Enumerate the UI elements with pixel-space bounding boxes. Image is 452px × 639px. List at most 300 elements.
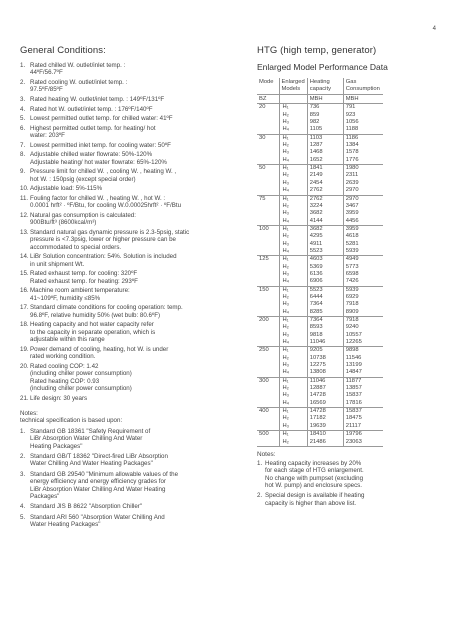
table-row [257,142,383,149]
model-cell: H₁ [279,286,307,294]
model-cell: H₂ [279,142,307,149]
heating-cell: 1287 [307,142,343,149]
mode-cell: 125 [257,256,279,264]
item-text: Standard GB 29540 "Minimum allowable values of the energy efficiency and energy efficiency grades for LiBr Absorption Water Chilling And Water Heating Packages" [30,470,179,501]
heating-cell: 5523 [307,286,343,294]
header-gas: Gas Consumption [343,78,383,94]
gas-cell: 923 [343,112,383,119]
mode-cell [257,271,279,278]
gas-cell: 791 [343,104,383,112]
item-number: 7. [20,141,26,149]
unit-gas: MBH [343,94,383,104]
model-cell: H₂ [279,294,307,301]
model-cell: H₁ [279,225,307,233]
heating-cell: 19639 [307,423,343,431]
item-number: 4. [20,503,26,511]
heating-cell: 4295 [307,233,343,240]
table-row [257,400,383,408]
gas-cell: 7426 [343,278,383,286]
table-row [257,241,383,248]
heating-cell: 5523 [307,248,343,256]
table-row [257,210,383,217]
table-row [257,278,383,286]
model-cell: H₃ [279,180,307,187]
gas-cell: 11877 [343,377,383,385]
gas-cell: 2970 [343,187,383,195]
heating-cell: 4144 [307,218,343,226]
model-cell: H₁ [279,347,307,355]
heating-cell: 10738 [307,355,343,362]
standard-note-item [20,514,220,529]
standard-note-item [20,428,220,450]
item-text: Adjustable load: 5%-115% [30,185,103,193]
mode-cell: 500 [257,431,279,439]
standards-notes-list [20,428,220,529]
mode-cell [257,423,279,431]
item-text: Machine room ambient temperature: 41~109ºF, humidity ≤85% [30,287,130,302]
item-text: Rated cooling W. outlet/inlet temp. : 97.5ºF/85ºF [30,79,128,94]
mode-cell: 30 [257,134,279,142]
table-row [257,172,383,179]
general-conditions-column [20,45,220,532]
mode-cell [257,415,279,422]
model-cell: H₄ [279,278,307,286]
heating-cell: 4911 [307,241,343,248]
table-row [257,225,383,233]
mode-cell [257,339,279,347]
model-cell: H₄ [279,126,307,134]
table-row [257,256,383,264]
mode-cell [257,355,279,362]
right-notes-list [257,460,437,507]
table-body [257,104,383,446]
item-number: 20. [20,362,29,370]
item-text: Adjustable chilled water flowrate: 50%-120% Adjustable heating/ hot water flowrate: 65%-120% [30,151,167,166]
heating-cell: 982 [307,119,343,126]
condition-item [20,195,220,210]
heating-cell: 2149 [307,172,343,179]
unit-model: BZ [257,94,279,104]
model-cell: H₂ [279,355,307,362]
item-text: Standard natural gas dynamic pressure is 2.3-5psig, static pressure is <7.3psig, lower or higher pressure can be accommodated to special orders. [30,228,190,251]
item-number: 19. [20,345,29,353]
table-row [257,119,383,126]
condition-item [20,321,220,343]
model-cell: H₄ [279,248,307,256]
item-number: 18. [20,321,29,329]
item-number: 2. [20,453,26,461]
header-models: Enlarged Models [279,78,307,94]
model-cell: H₃ [279,271,307,278]
item-text: LiBr Solution concentration: 54%. Solution is included in unit shipment Wt. [30,253,177,268]
table-row [257,317,383,325]
model-cell: H₂ [279,112,307,119]
table-row [257,385,383,392]
heating-cell: 13808 [307,369,343,377]
table-row [257,408,383,416]
notes-title: Notes: [20,410,38,417]
model-cell: H₁ [279,431,307,439]
item-text: Power demand of cooling, heating, hot W. is under rated working condition. [30,345,169,361]
heating-cell: 8285 [307,309,343,317]
model-cell: H₄ [279,369,307,377]
model-cell: H₃ [279,210,307,217]
model-cell: H₂ [279,233,307,240]
heating-cell: 4603 [307,256,343,264]
heating-cell: 736 [307,104,343,112]
model-cell: H₁ [279,317,307,325]
heating-cell: 1103 [307,134,343,142]
heating-cell: 16569 [307,400,343,408]
table-row [257,294,383,301]
table-row [257,134,383,142]
model-cell: H₃ [279,241,307,248]
item-text: Standard GB 18361 "Safety Requirement of LiBr Absorption Water Chilling And Water Heating Packages" [30,427,151,450]
model-cell: H₂ [279,172,307,179]
model-cell: H₁ [279,256,307,264]
model-cell: H₂ [279,324,307,331]
condition-item [20,346,220,361]
item-number: 1. [20,427,26,435]
condition-item [20,151,220,166]
table-row [257,439,383,447]
model-cell: H₄ [279,400,307,408]
gas-cell: 1188 [343,126,383,134]
model-cell: H₄ [279,309,307,317]
gas-cell: 5773 [343,264,383,271]
model-cell: H₁ [279,165,307,173]
table-row [257,355,383,362]
heating-cell: 3224 [307,203,343,210]
mode-cell [257,392,279,399]
table-header-row [257,78,383,94]
item-number: 11. [20,194,29,202]
table-row [257,180,383,187]
table-row [257,431,383,439]
table-row [257,218,383,226]
gas-cell: 7918 [343,317,383,325]
item-number: 21. [20,394,29,402]
mode-cell [257,157,279,165]
condition-item [20,212,220,227]
mode-cell: 150 [257,286,279,294]
gas-cell: 2970 [343,195,383,203]
mode-cell [257,172,279,179]
table-row [257,347,383,355]
item-text: Highest permitted outlet temp. for heating/ hot water: 203ºF [30,124,156,140]
item-text: Rated chilled W. outlet/inlet temp. : 44ºF/56.7ºF [30,62,126,77]
mode-cell: 20 [257,104,279,112]
model-cell: H₄ [279,218,307,226]
mode-cell [257,439,279,447]
heating-cell: 11046 [307,339,343,347]
table-row [257,165,383,173]
table-row [257,415,383,422]
item-number: 9. [20,168,26,176]
heating-cell: 2762 [307,195,343,203]
gas-cell: 4949 [343,256,383,264]
table-row [257,187,383,195]
heating-cell: 14728 [307,392,343,399]
item-number: 3. [20,96,26,103]
gas-cell: 9898 [343,347,383,355]
gas-cell: 17816 [343,400,383,408]
gas-cell: 12265 [343,339,383,347]
condition-item [20,79,220,94]
gas-cell: 11546 [343,355,383,362]
gas-cell: 19796 [343,431,383,439]
item-text: Rated cooling COP: 1.42 (including chiller power consumption) Rated heating COP: 0.93 (including chiller power consumption) [30,362,132,392]
item-number: 8. [20,151,26,159]
condition-item [20,106,220,113]
table-row [257,369,383,377]
model-cell: H₃ [279,423,307,431]
table-row [257,377,383,385]
heating-cell: 12887 [307,385,343,392]
gas-cell: 2639 [343,180,383,187]
performance-note-item [257,492,437,507]
item-number: 5. [20,115,26,123]
item-number: 13. [20,228,29,236]
item-number: 10. [20,185,29,193]
condition-item [20,142,220,149]
gas-cell: 3959 [343,210,383,217]
table-unit-row [257,94,383,104]
header-heating: Heating capacity [307,78,343,94]
item-text: Lowest permitted outlet temp. for chilled water: 41ºF [30,115,173,123]
mode-cell [257,203,279,210]
heating-cell: 6136 [307,271,343,278]
mode-cell [257,180,279,187]
mode-cell [257,248,279,256]
mode-cell [257,278,279,286]
model-cell: H₁ [279,195,307,203]
table-row [257,157,383,165]
model-cell: H₂ [279,439,307,447]
mode-cell: 75 [257,195,279,203]
standard-note-item [20,503,220,510]
condition-item [20,185,220,192]
notes-subtitle: technical specification is based upon: [20,417,123,425]
performance-data-column [257,45,437,510]
model-cell: H₂ [279,385,307,392]
gas-cell: 7918 [343,301,383,308]
table-row [257,301,383,308]
item-text: Rated hot W. outlet/inlet temp. : 176ºF/140ºF [30,105,153,113]
gas-cell: 4618 [343,233,383,240]
condition-item [20,363,220,393]
item-number: 12. [20,211,29,219]
item-text: Standard JIS B 8622 "Absorption Chiller" [30,503,143,511]
gas-cell: 1578 [343,149,383,156]
table-row [257,286,383,294]
heating-cell: 12275 [307,362,343,369]
heating-cell: 11046 [307,377,343,385]
gas-cell: 5939 [343,248,383,256]
standard-note-item [20,453,220,468]
table-row [257,126,383,134]
gas-cell: 18475 [343,415,383,422]
mode-cell [257,233,279,240]
condition-item [20,115,220,122]
item-text: Natural gas consumption is calculated: 900Btu/ft³ (8600kcal/m³) [30,211,136,227]
model-cell: H₁ [279,104,307,112]
performance-subtitle: Enlarged Model Performance Data [257,62,388,72]
item-text: Heating capacity increases by 20% for each stage of HTG enlargement. No change with pumpset (excluding hot W. pump) and enclosure specs. [265,459,364,490]
gas-cell: 13199 [343,362,383,369]
item-number: 17. [20,304,29,312]
condition-item [20,62,220,77]
mode-cell [257,400,279,408]
condition-item [20,253,220,268]
gas-cell: 1056 [343,119,383,126]
gas-cell: 5939 [343,286,383,294]
mode-cell: 50 [257,165,279,173]
condition-item [20,96,220,103]
heating-cell: 7364 [307,317,343,325]
item-text: Lowest permitted inlet temp. for cooling water: 50ºF [30,141,171,149]
condition-item [20,125,220,140]
model-cell: H₁ [279,377,307,385]
table-row [257,104,383,112]
item-number: 2. [20,79,26,86]
condition-item [20,168,220,183]
model-cell: H₄ [279,157,307,165]
heating-cell: 5369 [307,264,343,271]
table-row [257,112,383,119]
gas-cell: 15837 [343,408,383,416]
heating-cell: 1841 [307,165,343,173]
heating-cell: 2762 [307,187,343,195]
table-row [257,195,383,203]
table-row [257,339,383,347]
gas-cell: 14847 [343,369,383,377]
item-number: 3. [20,470,26,478]
mode-cell [257,294,279,301]
mode-cell [257,369,279,377]
gas-cell: 1186 [343,134,383,142]
model-cell: H₁ [279,408,307,416]
heating-cell: 9818 [307,332,343,339]
table-row [257,392,383,399]
item-number: 5. [20,513,26,521]
mode-cell [257,112,279,119]
gas-cell: 15837 [343,392,383,399]
heating-cell: 859 [307,112,343,119]
gas-cell: 21117 [343,423,383,431]
model-cell: H₃ [279,149,307,156]
htg-title: HTG (high temp, generator) [257,45,377,56]
heating-cell: 3682 [307,210,343,217]
mode-cell [257,218,279,226]
mode-cell: 400 [257,408,279,416]
heating-cell: 1652 [307,157,343,165]
right-notes-title: Notes: [257,450,276,458]
model-cell: H₄ [279,187,307,195]
mode-cell: 250 [257,347,279,355]
item-text: Special design is available if heating capacity is higher than above list. [265,492,365,507]
table-row [257,362,383,369]
conditions-list [20,62,220,402]
model-cell: H₂ [279,415,307,422]
heating-cell: 1105 [307,126,343,134]
table-row [257,248,383,256]
gas-cell: 1776 [343,157,383,165]
item-number: 1. [257,459,263,467]
page-number: 4 [432,26,436,32]
table-row [257,203,383,210]
heating-cell: 21486 [307,439,343,447]
mode-cell [257,142,279,149]
mode-cell [257,309,279,317]
heating-cell: 6906 [307,278,343,286]
item-text: Fouling factor for chilled W. , heating W. , hot W. : 0.0001 hrft² · ºF/Btu, for cooling W.0.00025hrft² · ºF/Btu [30,194,182,210]
heating-cell: 2454 [307,180,343,187]
heating-cell: 3682 [307,225,343,233]
model-cell: H₃ [279,119,307,126]
item-number: 16. [20,287,29,295]
gas-cell: 3959 [343,225,383,233]
gas-cell: 9240 [343,324,383,331]
heating-cell: 8593 [307,324,343,331]
unit-blank [279,94,307,104]
item-text: Heating capacity and hot water capacity refer to the capacity in separate operation, which is adjustable within this range [30,321,156,344]
mode-cell [257,362,279,369]
mode-cell: 100 [257,225,279,233]
model-cell: H₃ [279,332,307,339]
item-number: 14. [20,253,29,261]
table-row [257,423,383,431]
model-cell: H₂ [279,203,307,210]
item-text: Standard ARI 560 "Absorption Water Chilling And Water Heating Packages" [30,513,165,529]
item-number: 15. [20,270,29,278]
mode-cell [257,241,279,248]
heating-cell: 1468 [307,149,343,156]
heating-cell: 7364 [307,301,343,308]
performance-note-item [257,460,437,490]
condition-item [20,395,220,402]
gas-cell: 6929 [343,294,383,301]
condition-item [20,287,220,302]
gas-cell: 6598 [343,271,383,278]
model-cell: H₃ [279,362,307,369]
heating-cell: 6444 [307,294,343,301]
mode-cell: 200 [257,317,279,325]
general-conditions-title: General Conditions: [20,45,106,56]
heating-cell: 9205 [307,347,343,355]
model-cell: H₄ [279,339,307,347]
item-text: Life design: 30 years [30,394,88,402]
header-mode: Mode [257,78,279,94]
model-cell: H₃ [279,301,307,308]
item-number: 2. [257,492,263,500]
table-row [257,332,383,339]
item-text: Rated heating W. outlet/inlet temp. : 149ºF/131ºF [30,96,165,103]
standard-note-item [20,471,220,501]
gas-cell: 1384 [343,142,383,149]
gas-cell: 23063 [343,439,383,447]
model-cell: H₂ [279,264,307,271]
table-row [257,324,383,331]
gas-cell: 4456 [343,218,383,226]
table-row [257,271,383,278]
item-number: 4. [20,105,26,113]
gas-cell: 3467 [343,203,383,210]
table-row [257,149,383,156]
mode-cell: 300 [257,377,279,385]
item-text: Rated exhaust temp. for cooling: 320ºF Rated exhaust temp. for heating: 293ºF [30,270,138,285]
item-text: Standard GB/T 18362 "Direct-fired LiBr Absorption Water Chilling And Water Heating Packages" [30,453,168,468]
